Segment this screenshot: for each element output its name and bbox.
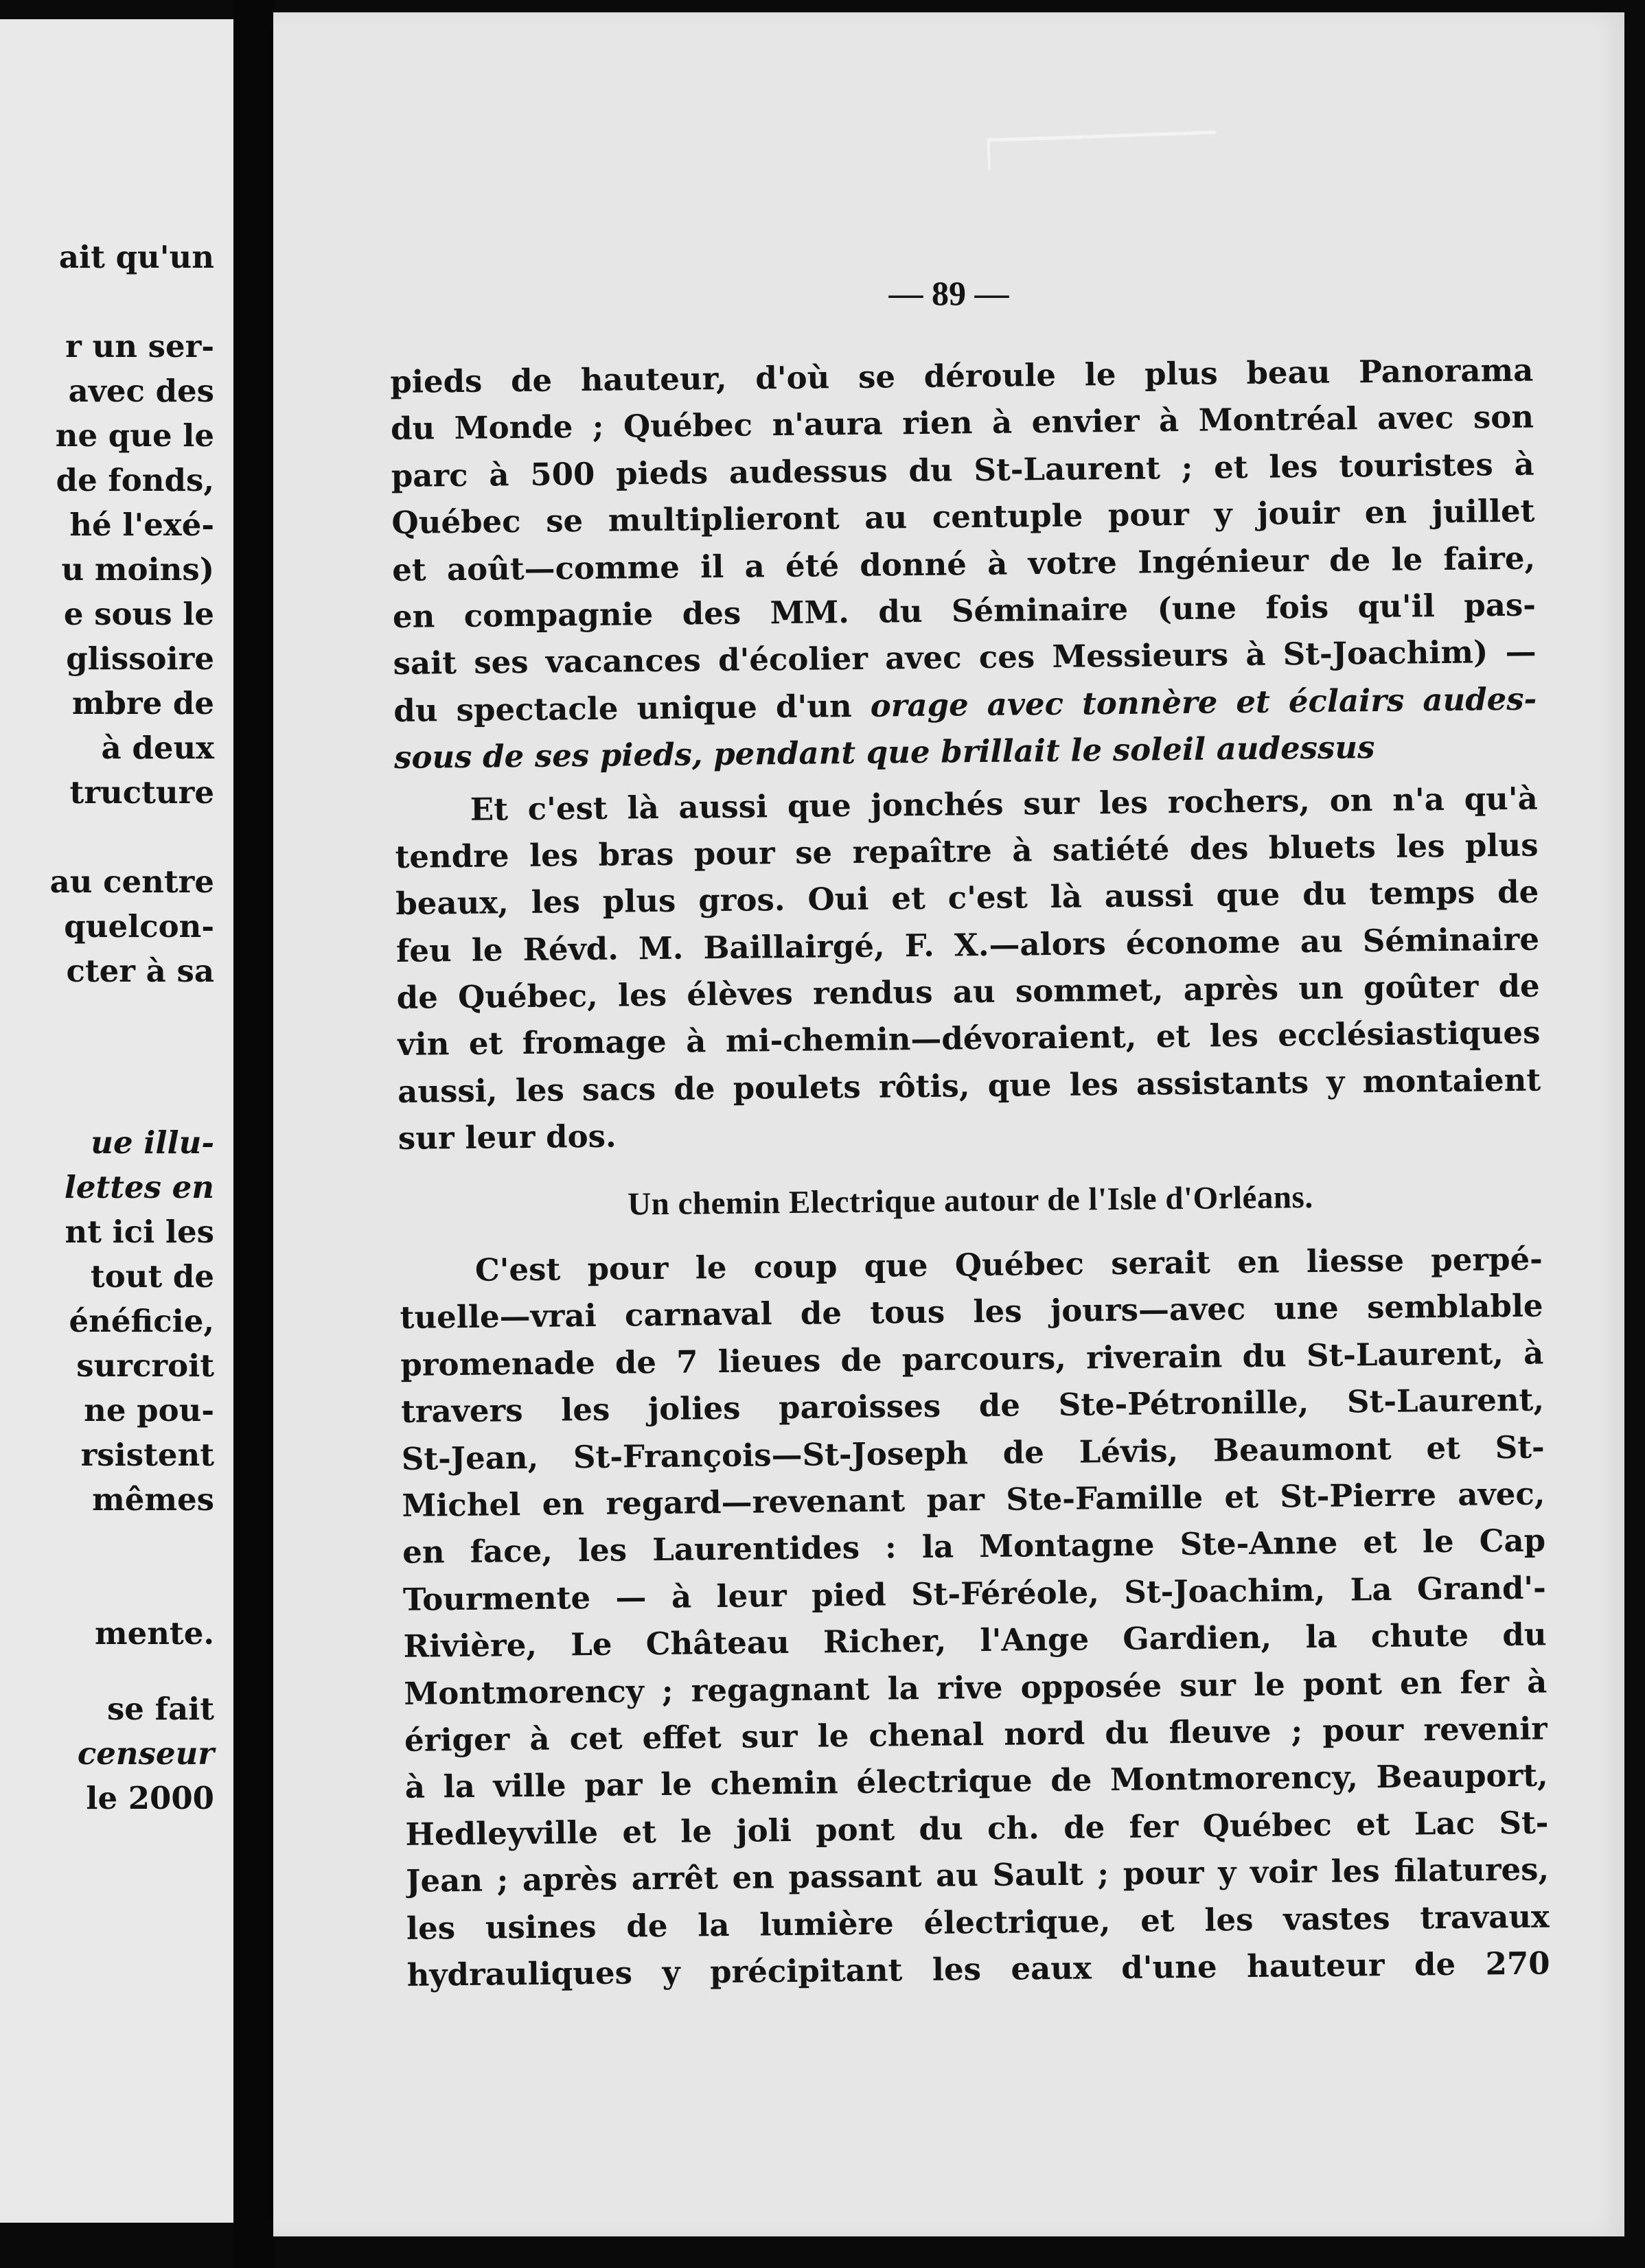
left-page-line: au centre bbox=[49, 864, 214, 900]
left-page-line: surcroit bbox=[76, 1347, 214, 1384]
text-line: travers les jolies paroisses de Ste-Pétronille, St-Laurent, bbox=[400, 1381, 1545, 1431]
text-line: les usines de la lumière électrique, et les vastes travaux bbox=[406, 1897, 1550, 1947]
left-page-line: tout de bbox=[90, 1258, 214, 1295]
left-page-line: ne pou- bbox=[84, 1392, 214, 1428]
text-line: et août—comme il a été donné à votre Ingénieur de le faire, bbox=[391, 540, 1536, 588]
text-line: St-Jean, St-François—St-Joseph de Lévis, Beaumont et St- bbox=[401, 1428, 1545, 1477]
left-page-line: mente. bbox=[94, 1615, 214, 1652]
text-line: Tourmente — à leur pied St-Féréole, St-Joachim, La Grand'- bbox=[402, 1569, 1547, 1618]
left-page-line: glissoire bbox=[66, 640, 214, 677]
text-line: Michel en regard—revenant par Ste-Famille et St-Pierre avec, bbox=[402, 1475, 1545, 1524]
text-line: tendre les bras pour se repaître à satiété des bluets les plus bbox=[395, 826, 1539, 875]
paragraph-2 bbox=[395, 775, 1542, 1163]
text-line: Rivière, Le Château Richer, l'Ange Gardien, la chute du bbox=[403, 1616, 1547, 1665]
text-line: sous de ses pieds, pendant que brillait le soleil audessus bbox=[393, 729, 1375, 776]
left-page-line: mbre de bbox=[71, 685, 214, 721]
left-page-fragment bbox=[0, 19, 233, 2223]
text-line: de Québec, les élèves rendus au sommet, après un goûter de bbox=[396, 967, 1540, 1017]
text-line: Et c'est là aussi que jonchés sur les rochers, on n'a qu'à bbox=[470, 780, 1539, 828]
text-line: vin et fromage à mi-chemin—dévoraient, et les ecclésiastiques bbox=[397, 1014, 1541, 1063]
text-line: hydrauliques y précipitant les eaux d'une hauteur de 270 bbox=[406, 1945, 1550, 1993]
text-line: promenade de 7 lieues de parcours, riverain du St-Laurent, à bbox=[400, 1334, 1544, 1383]
text-line: Québec se multiplieront au centuple pour y jouir en juillet bbox=[391, 492, 1535, 542]
page-body bbox=[390, 347, 1550, 2000]
left-page-line: ue illu- bbox=[91, 1124, 214, 1161]
left-page-line: nt ici les bbox=[65, 1214, 214, 1250]
text-line: du spectacle unique d'un orage avec tonnère et éclairs audes- bbox=[393, 680, 1537, 729]
paragraph-1 bbox=[390, 347, 1537, 688]
left-page-line: hé l'exé- bbox=[69, 507, 214, 543]
section-heading: Un chemin Electrique autour de l'Isle d'Orléans. bbox=[627, 1179, 1313, 1223]
book-gutter bbox=[233, 0, 275, 2268]
pencil-mark bbox=[987, 130, 1217, 170]
paragraph-3 bbox=[400, 1236, 1550, 2000]
left-page-line: u moins) bbox=[61, 551, 214, 588]
text-line: en face, les Laurentides : la Montagne Ste-Anne et le Cap bbox=[402, 1522, 1546, 1571]
left-page-line: cter à sa bbox=[66, 953, 214, 989]
left-page-line: le 2000 bbox=[86, 1780, 214, 1816]
left-page-line: tructure bbox=[69, 774, 214, 811]
left-page-line: e sous le bbox=[63, 596, 214, 632]
text-line: Hedleyville et le joli pont du ch. de fer Québec et Lac St- bbox=[405, 1804, 1549, 1853]
left-page-line: ne que le bbox=[55, 417, 214, 454]
text-line: parc à 500 pieds audessus du St-Laurent ; et les touristes à bbox=[391, 445, 1534, 494]
text-line: tuelle—vrai carnaval de tous les jours—avec une semblable bbox=[400, 1287, 1543, 1336]
text-line: du Monde ; Québec n'aura rien à envier à Montréal avec son bbox=[390, 398, 1534, 448]
left-page-line: énéficie, bbox=[69, 1303, 214, 1339]
left-page-line: r un ser- bbox=[65, 328, 214, 364]
page-number: — 89 — bbox=[888, 274, 1009, 312]
left-page-line: lettes en bbox=[64, 1169, 214, 1205]
text-line: ériger à cet effet sur le chenal nord du fleuve ; pour revenir bbox=[404, 1710, 1548, 1759]
text-line: pieds de hauteur, d'où se déroule le plus beau Panorama bbox=[390, 351, 1534, 400]
left-page-line: se fait bbox=[106, 1691, 214, 1727]
text-line: Montmorency ; regagnant la rive opposée sur le pont en fer à bbox=[404, 1663, 1548, 1712]
left-page-line: avec des bbox=[68, 373, 214, 409]
left-page-line: mêmes bbox=[92, 1481, 214, 1518]
text-line: à la ville par le chemin électrique de Montmorency, Beauport, bbox=[404, 1757, 1548, 1806]
text-line: en compagnie des MM. du Séminaire (une fois qu'il pas- bbox=[392, 586, 1537, 635]
left-page-line: à deux bbox=[101, 730, 214, 766]
left-page-line: de fonds, bbox=[56, 462, 214, 498]
text-line: sur leur dos. bbox=[398, 1118, 617, 1157]
left-page-line: quelcon- bbox=[64, 908, 214, 945]
text-line: Jean ; après arrêt en passant au Sault ; pour y voir les filatures, bbox=[405, 1851, 1550, 1899]
text-line: aussi, les sacs de poulets rôtis, que les assistants y montaient bbox=[397, 1061, 1541, 1110]
text-line: sait ses vacances d'écolier avec ces Messieurs à St-Joachim) — bbox=[393, 633, 1537, 682]
text-line: feu le Révd. M. Baillairgé, F. X.—alors économe au Séminaire bbox=[395, 921, 1540, 969]
left-page-line: rsistent bbox=[80, 1437, 214, 1473]
left-page-line: ait qu'un bbox=[58, 239, 214, 275]
right-page bbox=[273, 12, 1624, 2236]
text-line: C'est pour le coup que Québec serait en liesse perpé- bbox=[474, 1240, 1543, 1288]
text-line: beaux, les plus gros. Oui et c'est là aussi que du temps de bbox=[395, 873, 1539, 923]
left-page-line: censeur bbox=[77, 1735, 214, 1772]
